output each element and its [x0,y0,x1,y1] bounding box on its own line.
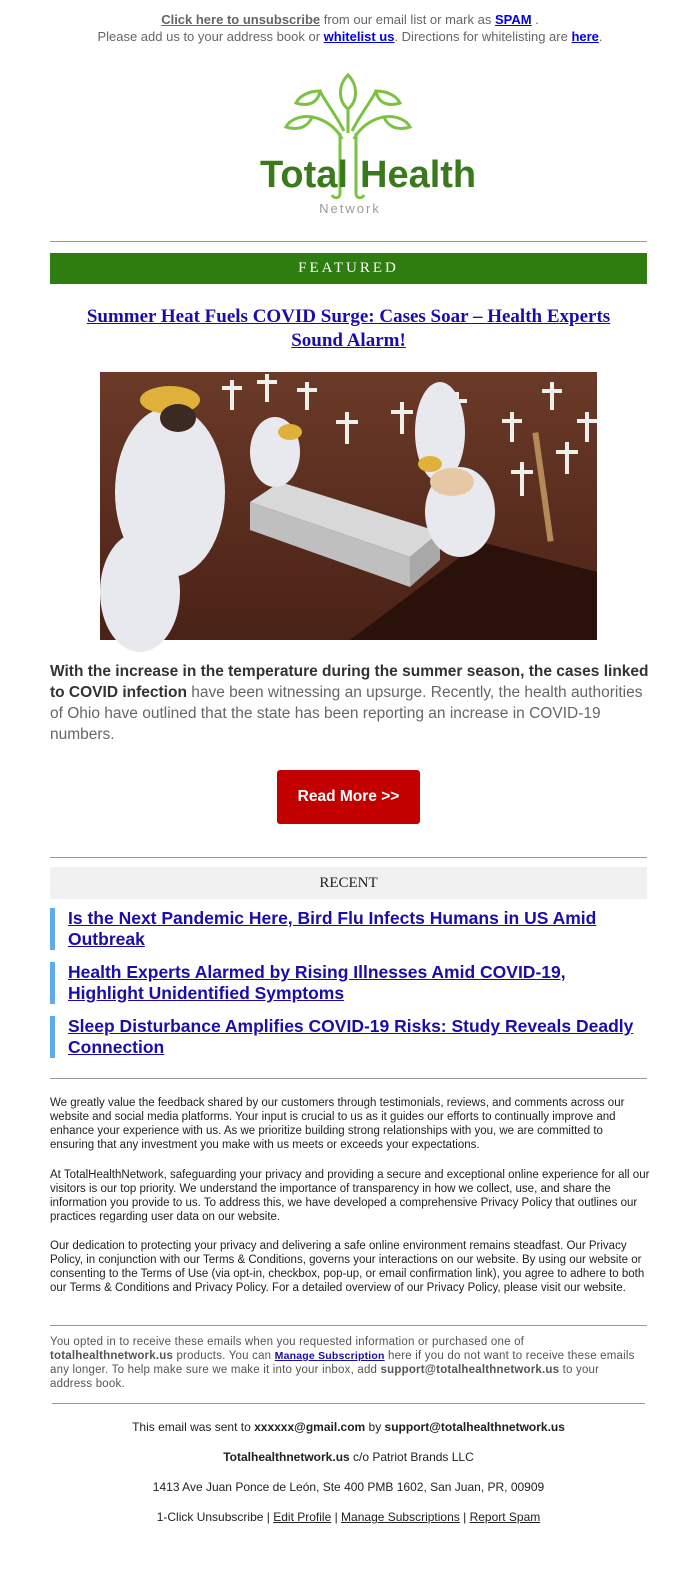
separator: | [331,1510,342,1524]
featured-photo-graphic [100,372,597,640]
privacy-paragraph: At TotalHealthNetwork, safeguarding your privacy and providing a secure and exceptional online experience for all our visitors is our top priority. We understand the importance of transparency in how we collect, use, and share the information you provide to us. To address this, we have developed a comprehensive Privacy Policy that outlines our practices regarding user data on our website. [50,1169,650,1223]
headline-line-1: Summer Heat Fuels COVID Surge: Cases Soar – Health Experts [86,306,611,327]
logo-graphic [260,73,477,223]
logo-word-network: Network [319,201,381,216]
logo-word-total: Total [260,154,348,196]
recent-item-link[interactable] [68,962,566,1003]
directions-here-link[interactable]: here [571,29,599,44]
featured-headline [60,305,637,353]
total-health-network-logo[interactable] [260,73,477,223]
featured-headline-link[interactable] [87,306,610,351]
divider [50,241,647,242]
sent-to-line [50,1420,647,1434]
preheader-text-end: . [531,12,539,27]
sent-to-text: This email was sent to [132,1420,255,1434]
recent-item-line-2: Highlight Unidentified Symptoms [68,983,345,1003]
unsubscribe-link[interactable]: Click here to unsubscribe [161,12,321,27]
headline-line-2: Sound Alarm! [291,330,406,351]
read-more-button[interactable]: Read More >> [277,770,420,824]
lead-rest: have been witnessing an upsurge. Recently, the health authorities of Ohio have outlined that the state has been reporting an increase in COVID-19 numbers. [50,684,643,743]
sender-email: support@totalhealthnetwork.us [384,1420,565,1434]
optin-text: here if you do not want to receive these emails any longer. To help make sure we make it into your inbox, add [50,1350,635,1376]
preheader-line-1 [0,11,700,28]
one-click-unsubscribe[interactable]: 1-Click Unsubscribe [156,1510,264,1524]
featured-lead [50,661,650,745]
recent-item-line-2: Outbreak [68,929,145,949]
recent-item [50,908,650,950]
divider [50,1325,647,1326]
recipient-email: xxxxxx@gmail.com [254,1420,366,1434]
featured-label: FEATURED [50,253,647,284]
recent-item-line-1: Health Experts Alarmed by Rising Illnesses Amid COVID-19, [68,962,566,982]
postal-address: 1413 Ave Juan Ponce de León, Ste 400 PMB 1602, San Juan, PR, 00909 [152,1480,545,1494]
edit-profile-link[interactable]: Edit Profile [273,1510,332,1524]
whitelist-link[interactable]: whitelist us [323,29,395,44]
by-text: by [365,1420,385,1434]
preheader-text: from our email list or mark as [320,12,495,27]
optin-support-email: support@totalhealthnetwork.us [380,1364,560,1376]
optin-text: You opted in to receive these emails when you requested information or purchased one of [50,1336,525,1348]
directions-text: . Directions for whitelisting are [394,29,572,44]
company-line [50,1450,647,1464]
manage-subscriptions-link[interactable]: Manage Subscriptions [341,1510,460,1524]
terms-paragraph: Our dedication to protecting your privacy and delivering a safe online environment remains steadfast. Our Privacy Policy, in conjunction with our Terms & Conditions, governs your interactions on our website. By using our website or consenting to the Terms of Use (via opt-in, checkbox, pop-up, or email confirmation link), you agree to adhere to both our Terms & Conditions and Privacy Policy. For a detailed overview of our Privacy Policy, please visit our website. [50,1240,645,1294]
logo-word-health: Health [360,154,477,196]
address-book-text: Please add us to your address book or [97,29,324,44]
company-rest: c/o Patriot Brands LLC [349,1450,474,1464]
optin-text: products. You can [173,1350,275,1362]
recent-item [50,962,650,1004]
directions-end: . [598,29,603,44]
company-name: Totalhealthnetwork.us [223,1450,350,1464]
preheader [0,0,700,45]
recent-item-link[interactable] [68,908,596,949]
optin-site: totalhealthnetwork.us [50,1350,174,1362]
recent-item-line-1: Is the Next Pandemic Here, Bird Flu Infects Humans in US Amid [68,908,597,928]
lead-bold: With the increase in the temperature during the summer season, the cases linked to COVID infection [50,663,649,701]
optin-notice [50,1335,640,1391]
recent-item [50,1016,650,1058]
separator: | [459,1510,470,1524]
recent-item-line-1: Sleep Disturbance Amplifies COVID-19 Risks: Study Reveals Deadly [68,1016,634,1036]
divider [50,1078,647,1079]
optin-text: to your address book. [50,1364,600,1390]
divider [52,1403,645,1404]
spam-link[interactable]: SPAM [494,12,532,27]
footer-links [50,1510,647,1524]
preheader-line-2 [0,28,700,45]
feedback-paragraph: We greatly value the feedback shared by our customers through testimonials, reviews, and comments across our website and social media platforms. Your input is crucial to us as it guides our efforts to continually improve and enhance your experience with us. As we prioritize building strong relationships with you, we are committed to ensuring that any investment you make with us meets or exceeds your expectations. [50,1097,625,1151]
report-spam-link[interactable]: Report Spam [469,1510,541,1524]
featured-image[interactable] [100,372,597,640]
divider [50,857,647,858]
recent-item-line-2: Connection [68,1037,165,1057]
recent-label: RECENT [50,867,647,899]
recent-item-link[interactable] [68,1016,633,1057]
manage-subscription-link[interactable]: Manage Subscription [274,1350,385,1362]
separator: | [263,1510,274,1524]
